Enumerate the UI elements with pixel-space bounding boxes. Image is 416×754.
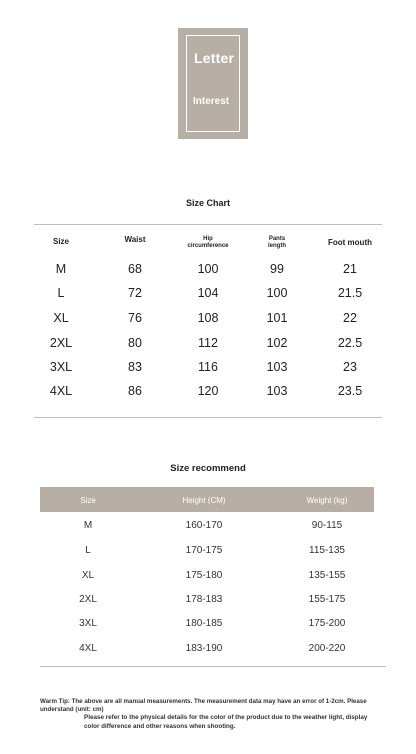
- size-chart-cell: 3XL: [49, 360, 73, 374]
- size-chart-cell: 21.5: [337, 286, 363, 300]
- size-chart-cell: 112: [198, 336, 218, 350]
- size-chart-cell: 83: [128, 360, 142, 374]
- size-chart-cell: 103: [266, 384, 288, 398]
- size-chart-cell: XL: [53, 311, 69, 325]
- size-chart-cell: 104: [197, 286, 219, 300]
- size-chart-cell: 72: [128, 286, 142, 300]
- size-chart-cell: 120: [197, 384, 219, 398]
- size-recommend-cell: 180-185: [185, 618, 223, 629]
- brand-logo: [178, 28, 248, 139]
- size-recommend-cell: 160-170: [185, 520, 223, 531]
- size-chart-header-cell: Hip circumference: [187, 236, 229, 249]
- size-chart-cell: 23: [343, 360, 357, 374]
- warm-tip-note: Warm Tip: The above are all manual measurements. The measurement data may have an error of 1-2cm. Please understand (unit: cm): [40, 698, 367, 713]
- size-chart-cell: 76: [128, 311, 142, 325]
- size-chart-cell: M: [55, 262, 67, 276]
- size-recommend-cell: M: [83, 520, 93, 531]
- size-recommend-header-cell: Size: [80, 496, 96, 505]
- divider-top: [34, 224, 382, 225]
- size-chart-cell: 108: [197, 311, 219, 325]
- size-recommend-cell: 175-200: [308, 618, 346, 629]
- divider-bottom: [34, 417, 382, 418]
- size-chart-cell: 22: [343, 311, 357, 325]
- size-chart-cell: 102: [266, 336, 288, 350]
- size-chart-header-cell: Pants length: [268, 236, 286, 249]
- size-recommend-cell: 135-155: [308, 570, 346, 581]
- size-chart-cell: 68: [128, 262, 142, 276]
- size-recommend-cell: 115-135: [309, 545, 345, 556]
- size-chart-header-cell: Foot mouth: [328, 238, 372, 247]
- size-chart-cell: 100: [197, 262, 219, 276]
- size-recommend-cell: 2XL: [79, 594, 97, 605]
- size-recommend-cell: 170-175: [185, 545, 223, 556]
- size-recommend-cell: 90-115: [311, 520, 343, 531]
- size-chart-cell: 100: [266, 286, 288, 300]
- logo-line2: Interest: [193, 96, 230, 107]
- size-recommend-cell: L: [85, 545, 91, 556]
- size-recommend-title: Size recommend: [170, 463, 246, 474]
- size-recommend-cell: 3XL: [79, 618, 97, 629]
- size-chart-cell: 101: [266, 311, 288, 325]
- size-chart-header-cell: Waist: [124, 235, 146, 244]
- size-chart-title: Size Chart: [185, 198, 230, 208]
- size-chart-cell: 4XL: [49, 384, 73, 398]
- size-recommend-cell: 183-190: [185, 643, 223, 654]
- size-chart-cell: 22.5: [337, 336, 363, 350]
- size-recommend-header-cell: Weight (kg): [306, 496, 348, 505]
- size-chart-cell: 21: [343, 262, 357, 276]
- size-chart-cell: 86: [128, 384, 142, 398]
- logo-line1: Letter: [194, 50, 235, 66]
- size-chart-header-cell: Size: [52, 237, 70, 246]
- size-recommend-cell: 155-175: [308, 594, 346, 605]
- size-recommend-cell: 178-183: [185, 594, 223, 605]
- size-recommend-cell: XL: [81, 570, 95, 581]
- size-chart-cell: 80: [128, 336, 142, 350]
- size-recommend-cell: 200-220: [308, 643, 346, 654]
- size-chart-cell: 2XL: [49, 336, 73, 350]
- size-recommend-header-cell: Height (CM): [182, 496, 226, 505]
- size-recommend-cell: 175-180: [185, 570, 223, 581]
- size-recommend-cell: 4XL: [79, 643, 97, 654]
- size-chart-cell: L: [57, 286, 65, 300]
- size-chart-cell: 103: [266, 360, 288, 374]
- size-chart-cell: 99: [270, 262, 284, 276]
- size-chart-cell: 116: [198, 360, 218, 374]
- divider-notes: [40, 666, 386, 667]
- size-chart-cell: 23.5: [337, 384, 363, 398]
- color-note: Please refer to the physical details for the color of the product due to the weather light, display color difference and other reasons when shooting.: [84, 714, 368, 730]
